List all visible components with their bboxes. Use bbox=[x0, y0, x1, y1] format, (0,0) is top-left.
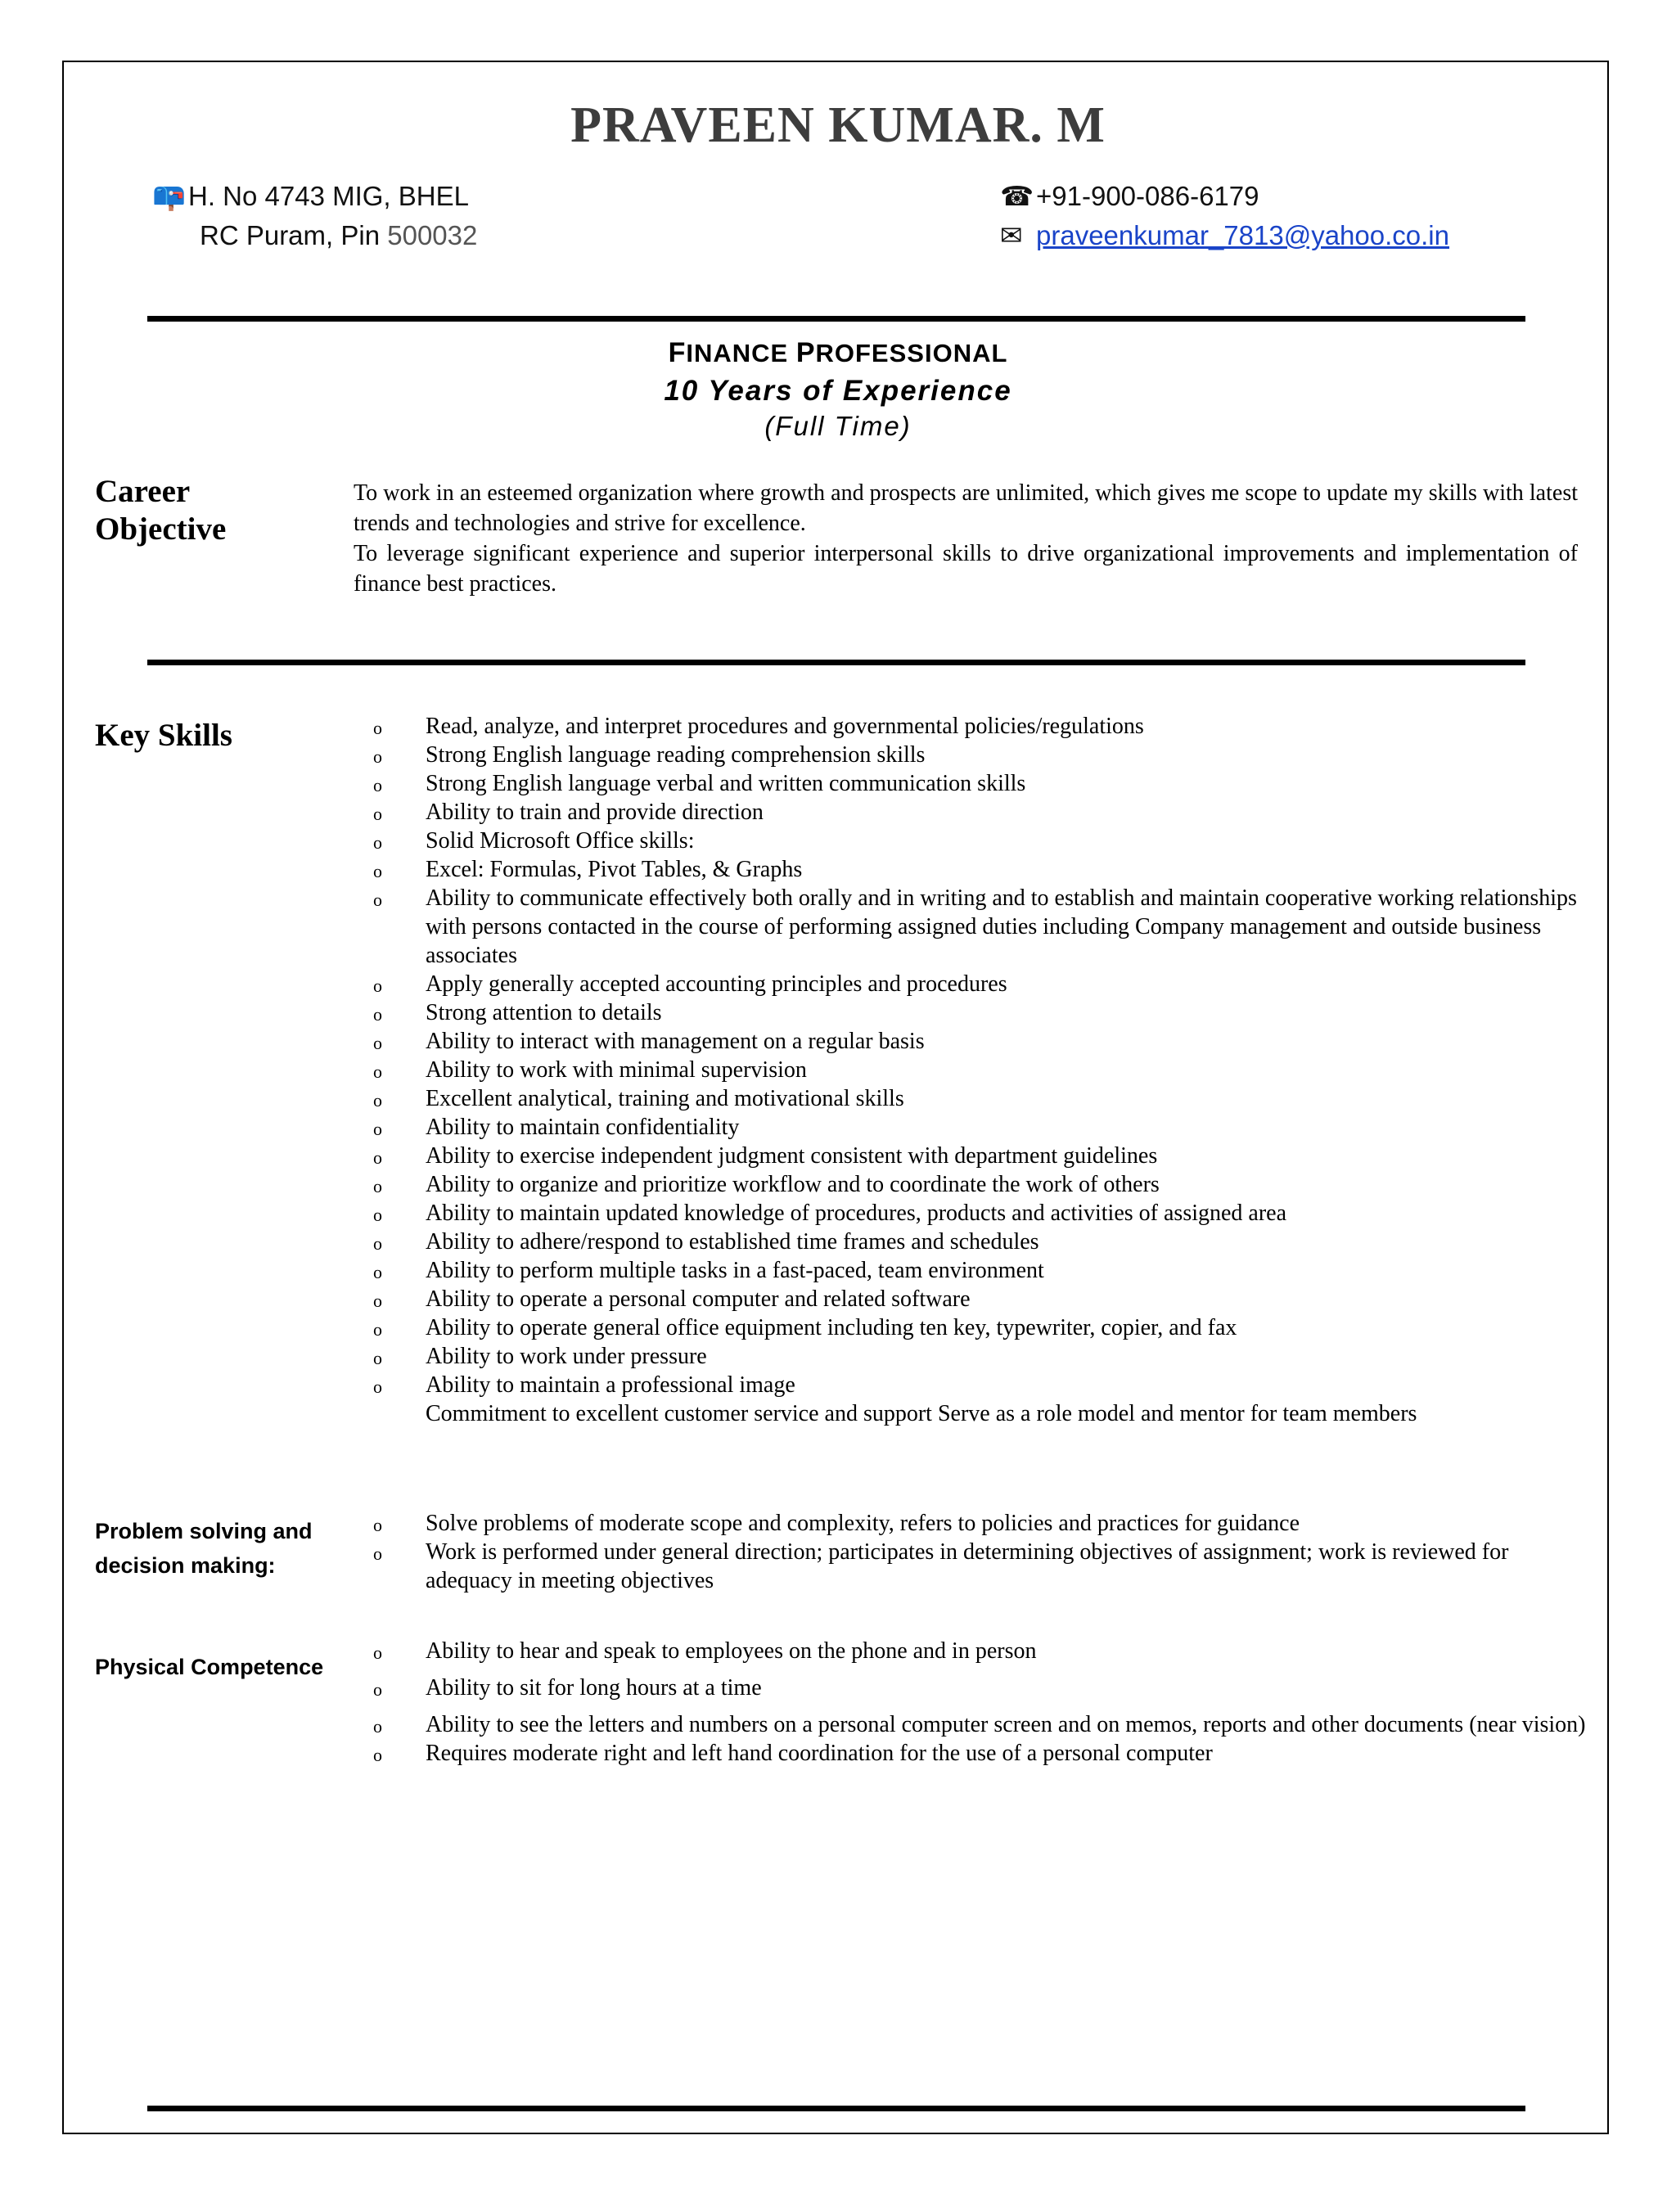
phone-line bbox=[1000, 177, 1449, 216]
list-item: o Ability to see the letters and numbers on a personal computer screen and on memos, reports and other documents (near vision) bbox=[373, 1712, 1586, 1737]
list-item: o Ability to maintain updated knowledge of procedures, products and activities of assigned area bbox=[373, 1201, 1287, 1226]
list-item: o Ability to work with minimal supervision bbox=[373, 1057, 807, 1083]
divider-middle bbox=[147, 660, 1525, 665]
list-item: o Solve problems of moderate scope and complexity, refers to policies and practices for guidance bbox=[373, 1511, 1300, 1536]
list-item: o Ability to adhere/respond to established time frames and schedules bbox=[373, 1229, 1039, 1255]
list-item: o Ability to maintain a professional image bbox=[373, 1372, 795, 1398]
list-item: o Solid Microsoft Office skills: bbox=[373, 828, 695, 854]
list-item: o Ability to operate general office equipment including ten key, typewriter, copier, and fax bbox=[373, 1315, 1237, 1340]
list-item: o Ability to train and provide direction bbox=[373, 800, 764, 825]
email-line bbox=[1000, 216, 1449, 255]
list-item: o Excel: Formulas, Pivot Tables, & Graphs bbox=[373, 857, 803, 882]
phone-icon: ☎ bbox=[1000, 181, 1034, 211]
list-item: o Ability to maintain confidentiality bbox=[373, 1115, 740, 1140]
list-item: o Ability to organize and prioritize workflow and to coordinate the work of others bbox=[373, 1172, 1160, 1197]
list-item: o Strong attention to details bbox=[373, 1000, 662, 1025]
list-item-continuation: Commitment to excellent customer service and support Serve as a role model and mentor for team members bbox=[426, 1401, 1417, 1426]
list-item: o Ability to sit for long hours at a time bbox=[373, 1675, 762, 1701]
address-line-2: RC Puram, Pin 500032 bbox=[200, 220, 478, 250]
contact-block bbox=[1000, 177, 1449, 255]
list-item: o Ability to work under pressure bbox=[373, 1344, 707, 1369]
list-item: o Ability to perform multiple tasks in a fast-paced, team environment bbox=[373, 1258, 1044, 1283]
divider-top bbox=[147, 316, 1525, 322]
list-item: o Work is performed under general direction; participates in determining objectives of assignment; work is reviewed for adequacy in meeting objectives bbox=[373, 1539, 1509, 1593]
employment-type: (Full Time) bbox=[764, 411, 912, 441]
objective-paragraph: To leverage significant experience and superior interpersonal skills to drive organizational improvements and implementation of finance best practices. bbox=[354, 541, 1578, 597]
experience-years: 10 Years of Experience bbox=[664, 375, 1012, 407]
key-skills-list bbox=[354, 712, 1597, 1428]
career-objective-label: Career Objective bbox=[95, 474, 227, 547]
phone-number: +91-900-086-6179 bbox=[1036, 181, 1259, 211]
address-pin: 500032 bbox=[387, 220, 478, 250]
physical-competence-list bbox=[354, 1637, 1597, 1768]
title-block bbox=[0, 334, 1676, 443]
list-item: o Excellent analytical, training and motivational skills bbox=[373, 1086, 904, 1111]
list-item: o Ability to communicate effectively both orally and in writing and to establish and maintain cooperative working relationships with persons contacted in the course of performing assigned duties including Company management and outside business associates bbox=[373, 885, 1577, 968]
address-block bbox=[152, 177, 477, 255]
objective-paragraph: To work in an esteemed organization where growth and prospects are unlimited, which gives me scope to update my skills with latest trends and technologies and strive for excellence. bbox=[354, 480, 1578, 536]
physical-competence-label: Physical Competence bbox=[95, 1655, 324, 1679]
address-line-1: 📪H. No 4743 MIG, BHEL bbox=[152, 177, 477, 216]
candidate-name: PRAVEEN KUMAR. M bbox=[570, 97, 1106, 153]
problem-solving-label: Problem solving and decision making: bbox=[95, 1519, 313, 1578]
role-title: FINANCE PROFESSIONAL bbox=[668, 337, 1008, 368]
list-item: o Ability to hear and speak to employees on the phone and in person bbox=[373, 1638, 1037, 1664]
problem-solving-list bbox=[354, 1509, 1597, 1595]
key-skills-label: Key Skills bbox=[95, 718, 232, 753]
career-objective-text bbox=[354, 478, 1578, 599]
list-item: o Requires moderate right and left hand coordination for the use of a personal computer bbox=[373, 1741, 1213, 1766]
list-item: o Ability to exercise independent judgment consistent with department guidelines bbox=[373, 1143, 1158, 1169]
list-item: o Apply generally accepted accounting principles and procedures bbox=[373, 971, 1007, 997]
list-item: o Strong English language reading comprehension skills bbox=[373, 742, 926, 768]
email-link[interactable]: praveenkumar_7813@yahoo.co.in bbox=[1036, 220, 1449, 250]
list-item: o Ability to interact with management on a regular basis bbox=[373, 1029, 925, 1054]
list-item: o Read, analyze, and interpret procedures and governmental policies/regulations bbox=[373, 714, 1144, 739]
divider-bottom bbox=[147, 2106, 1525, 2111]
mailbox-icon: 📪 bbox=[152, 181, 187, 211]
list-item: o Ability to operate a personal computer and related software bbox=[373, 1286, 971, 1312]
envelope-icon: ✉ bbox=[1000, 220, 1023, 250]
list-item: o Strong English language verbal and written communication skills bbox=[373, 771, 1026, 796]
